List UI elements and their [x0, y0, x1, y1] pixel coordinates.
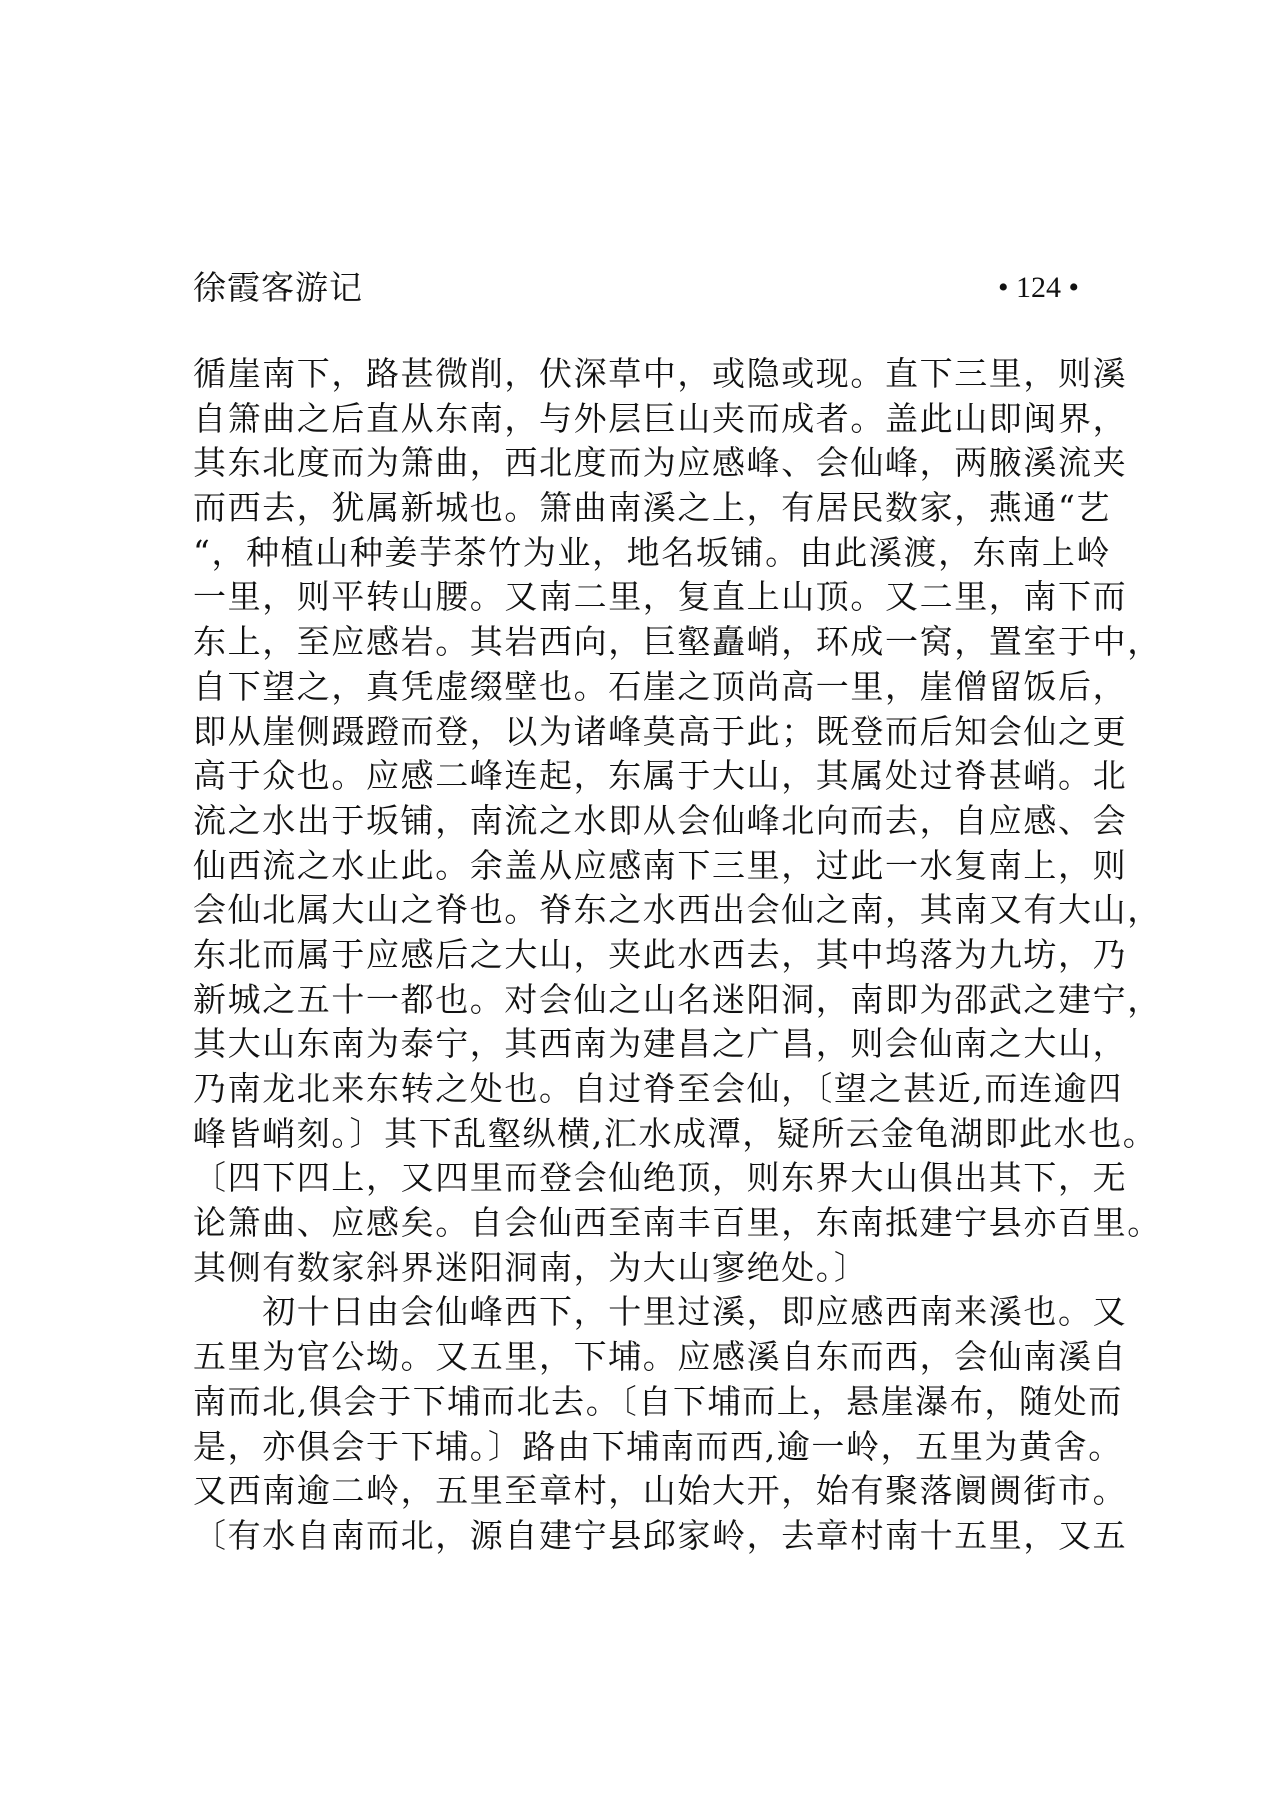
book-title: 徐霞客游记	[193, 268, 363, 307]
text-line: 自下望之，真凭虚缀壁也。石崖之顶尚高一里，崖僧留饭后，	[193, 666, 1128, 706]
text-line: 新城之五十一都也。对会仙之山名迷阳洞，南即为邵武之建宁，	[193, 979, 1162, 1019]
text-line: 其大山东南为泰宁，其西南为建昌之广昌，则会仙南之大山，	[193, 1024, 1128, 1064]
text-line: 流之水出于坂铺，南流之水即从会仙峰北向而去，自应感、会	[193, 800, 1128, 840]
text-line: 一里，则平转山腰。又南二里，复直上山顶。又二里，南下而	[193, 577, 1128, 617]
text-line: 南而北,俱会于下埔而北去。〔自下埔而上，悬崖瀑布，随处而	[193, 1381, 1123, 1421]
text-line: 〔有水自南而北，源自建宁县邱家岭，去章村南十五里，又五	[193, 1515, 1128, 1555]
page-number: • 124 •	[997, 271, 1079, 304]
text-line: 即从崖侧蹑蹬而登，以为诸峰莫高于此；既登而后知会仙之更	[193, 711, 1128, 751]
text-line: 其侧有数家斜界迷阳洞南，为大山寥绝处。〕	[193, 1247, 869, 1287]
paragraph-start-line: 初十日由会仙峰西下，十里过溪，即应感西南来溪也。又	[193, 1292, 1128, 1332]
text-line: 论箫曲、应感矣。自会仙西至南丰百里，东南抵建宁县亦百里。	[193, 1203, 1162, 1243]
text-line: 乃南龙北来东转之处也。自过脊至会仙，〔望之甚近,而连逾四	[193, 1069, 1123, 1108]
text-line: 五里为官公坳。又五里，下埔。应感溪自东而西，会仙南溪自	[193, 1337, 1128, 1377]
text-line: 峰皆峭刻。〕其下乱壑纵横,汇水成潭，疑所云金龟湖即此水也。	[193, 1113, 1158, 1153]
text-line: 其东北度而为箫曲，西北度而为应感峰、会仙峰，两腋溪流夹	[193, 443, 1128, 483]
text-line: 是，亦俱会于下埔。〕路由下埔南而西,逾一岭，五里为黄舍。	[193, 1426, 1123, 1466]
text-line: 又西南逾二岭，五里至章村，山始大开，始有聚落阛阓街市。	[193, 1471, 1128, 1511]
text-line: 而西去，犹属新城也。箫曲南溪之上，有居民数家，燕通“艺	[193, 488, 1112, 528]
body-text	[193, 352, 1162, 1559]
text-line: 东上，至应感岩。其岩西向，巨壑矗峭，环成一窝，置室于中，	[193, 622, 1162, 662]
text-line: 仙西流之水止此。余盖从应感南下三里，过此一水复南上，则	[193, 845, 1128, 885]
text-line: 循崖南下，路甚微削，伏深草中，或隐或现。直下三里，则溪	[193, 354, 1128, 393]
text-line: “，种植山种姜芋茶竹为业，地名坂铺。由此溪渡，东南上岭	[193, 532, 1112, 572]
text-line: 会仙北属大山之脊也。脊东之水西出会仙之南，其南又有大山，	[193, 890, 1162, 930]
text-line: 高于众也。应感二峰连起，东属于大山，其属处过脊甚峭。北	[193, 756, 1128, 796]
text-line: 东北而属于应感后之大山，夹此水西去，其中坞落为九坊，乃	[193, 934, 1128, 974]
text-line: 自箫曲之后直从东南，与外层巨山夹而成者。盖此山即闽界，	[193, 398, 1128, 438]
text-line: 〔四下四上，又四里而登会仙绝顶，则东界大山俱出其下，无	[193, 1158, 1128, 1198]
running-header	[193, 266, 1079, 310]
